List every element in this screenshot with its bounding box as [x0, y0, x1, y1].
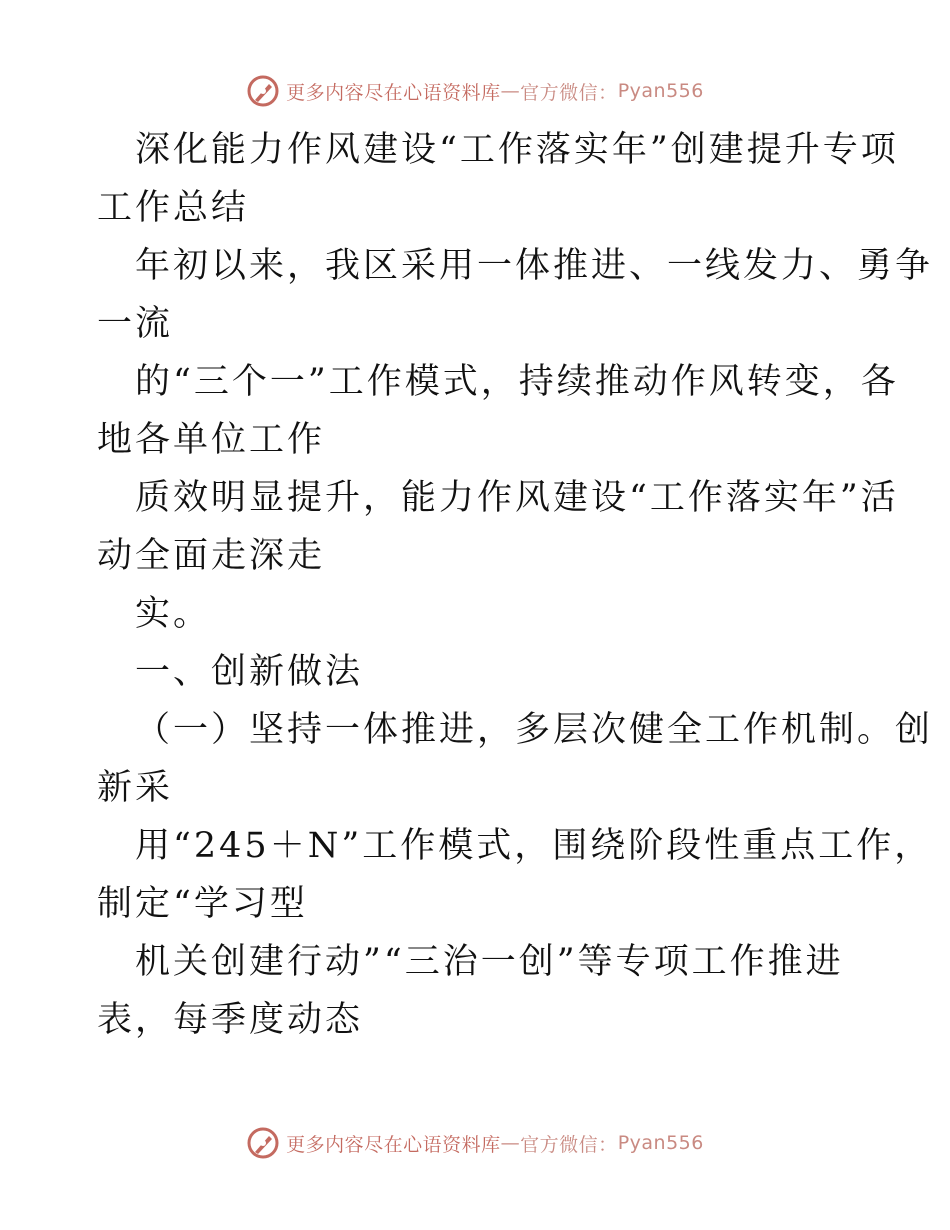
line: 机关创建行动”“三治一创”等专项工作推进 — [135, 942, 844, 982]
paragraph — [97, 585, 857, 643]
footer-watermark — [0, 1126, 950, 1160]
line: 用“245＋N”工作模式，围绕阶段性重点工作， — [135, 826, 933, 866]
watermark-site: 更多内容尽在心语资料库 — [286, 1133, 501, 1156]
pen-logo-icon — [246, 1126, 280, 1160]
line: 制定“学习型 — [97, 884, 308, 924]
paragraph-title — [97, 121, 899, 237]
watermark-id: Pyan556 — [617, 1132, 704, 1154]
document-body — [97, 121, 934, 1049]
paragraph — [97, 933, 857, 1049]
pen-logo-icon — [246, 74, 280, 108]
watermark-id: Pyan556 — [617, 80, 704, 102]
line: 质效明显提升，能力作风建设“工作落实年”活 — [135, 478, 899, 518]
line: 年初以来，我区采用一体推进、一线发力、勇争 — [135, 246, 934, 286]
line: 地各单位工作 — [97, 420, 326, 460]
paragraph — [97, 237, 934, 353]
watermark-dash: — — [500, 80, 521, 102]
watermark-site: 更多内容尽在心语资料库 — [286, 81, 501, 104]
watermark-dash: — — [500, 1132, 521, 1154]
line: 工作总结 — [97, 188, 250, 228]
line: 的“三个一”工作模式，持续推动作风转变，各 — [135, 362, 899, 402]
paragraph — [97, 469, 899, 585]
line: 新采 — [97, 768, 174, 808]
line: 表，每季度动态 — [97, 1000, 364, 1040]
line: （一）坚持一体推进，多层次健全工作机制。创 — [135, 710, 934, 750]
header-watermark — [0, 74, 950, 108]
paragraph — [97, 353, 899, 469]
line: 一流 — [97, 304, 174, 344]
paragraph — [97, 817, 933, 933]
paragraph — [97, 701, 934, 817]
section-heading — [97, 643, 857, 701]
line: 实。 — [135, 594, 212, 634]
line: 深化能力作风建设“工作落实年”创建提升专项 — [135, 130, 899, 170]
watermark-wechat: 官方微信： — [520, 81, 618, 104]
watermark-wechat: 官方微信： — [520, 1133, 618, 1156]
line: 动全面走深走 — [97, 536, 326, 576]
line: 一、创新做法 — [135, 652, 364, 692]
